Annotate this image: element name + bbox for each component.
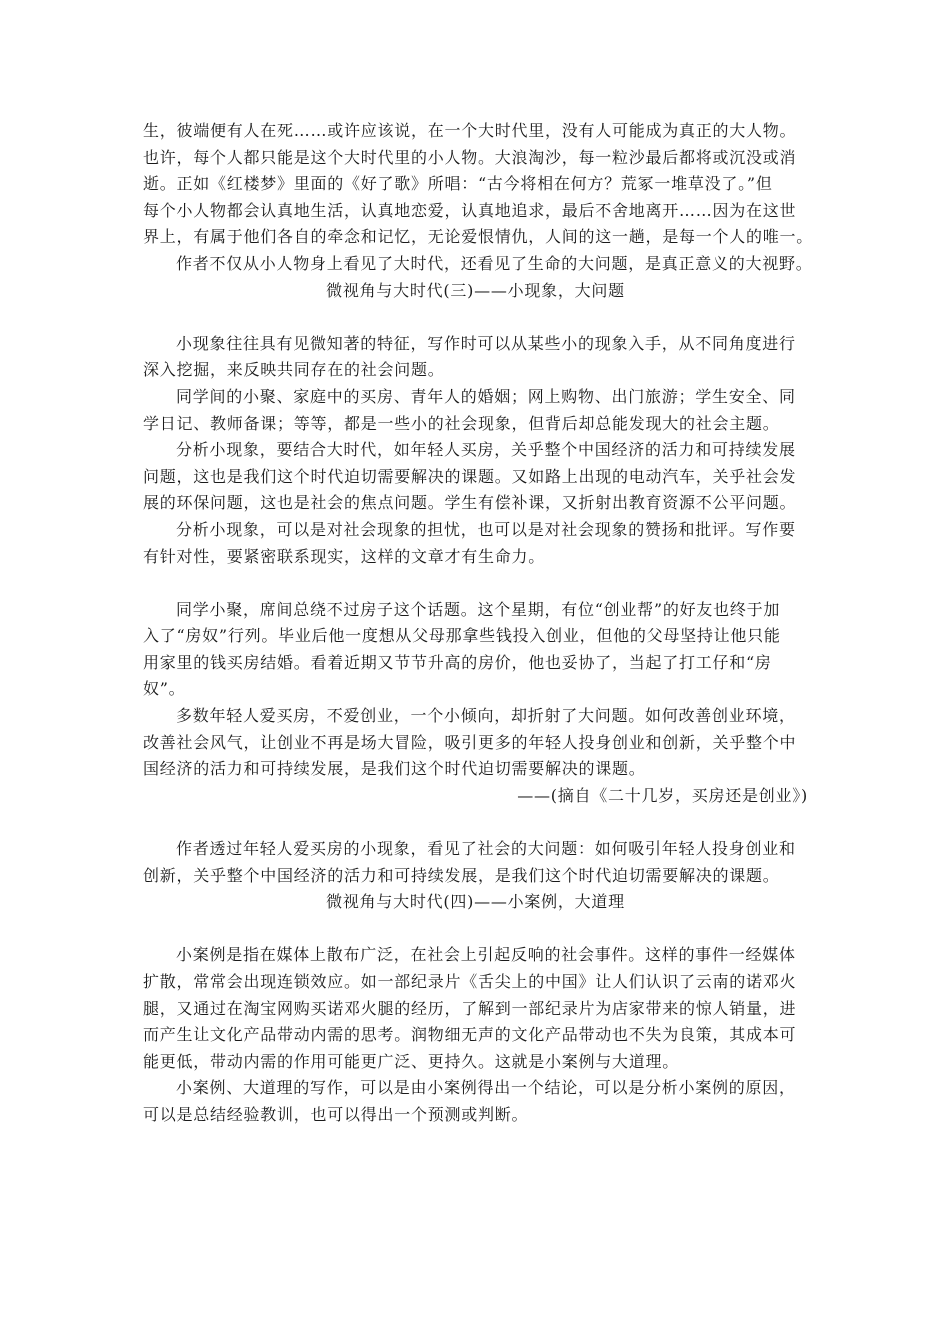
text-line: 而产生让文化产品带动内需的思考。润物细无声的文化产品带动也不失为良策，其成本可 xyxy=(143,1025,797,1045)
text-line: 小案例是指在媒体上散布广泛，在社会上引起反响的社会事件。这样的事件一经媒体 xyxy=(176,945,796,965)
text-line: 腿，又通过在淘宝网购买诺邓火腿的经历，了解到一部纪录片为店家带来的惊人销量，进 xyxy=(143,998,797,1018)
text-line: 深入挖掘，来反映共同存在的社会问题。 xyxy=(143,360,445,380)
text-line: 小案例、大道理的写作，可以是由小案例得出一个结论，可以是分析小案例的原因， xyxy=(176,1078,796,1098)
text-line: 逝。正如《红楼梦》里面的《好了歌》所唱：“古今将相在何方？荒冢一堆草没了。”但 xyxy=(143,174,773,194)
text-line: 界上，有属于他们各自的牵念和记忆，无论爱恨情仇，人间的这一趟，是每一个人的唯一。 xyxy=(143,227,814,247)
text-line: 同学间的小聚、家庭中的买房、青年人的婚姻；网上购物、出门旅游；学生安全、同 xyxy=(176,386,796,406)
part3-paragraph-3 xyxy=(143,437,808,517)
part3-paragraph-1 xyxy=(143,331,808,384)
part4-paragraph-2 xyxy=(143,1075,808,1128)
text-line: 分析小现象，要结合大时代，如年轻人买房，关乎整个中国经济的活力和可持续发展 xyxy=(176,440,796,460)
text-line: 问题，这也是我们这个时代迫切需要解决的课题。又如路上出现的电动汽车，关乎社会发 xyxy=(143,466,797,486)
text-line: 生，彼端便有人在死……或许应该说，在一个大时代里，没有人可能成为真正的大人物。 xyxy=(143,121,797,140)
example3-paragraph-2 xyxy=(143,703,808,783)
example3-source: ——(摘自《二十几岁，买房还是创业》) xyxy=(517,785,808,805)
intro-tail-paragraph xyxy=(143,118,814,251)
text-line: 扩散，常常会出现连锁效应。如一部纪录片《舌尖上的中国》让人们认识了云南的诺邓火 xyxy=(143,972,797,991)
text-line: 每个小人物都会认真地生活，认真地恋爱，认真地追求，最后不舍地离开……因为在这世 xyxy=(143,200,797,220)
text-line: 国经济的活力和可持续发展，是我们这个时代迫切需要解决的课题。 xyxy=(143,759,646,779)
text-line: 分析小现象，可以是对社会现象的担忧，也可以是对社会现象的赞扬和批评。写作要 xyxy=(176,519,796,539)
text-line: 可以是总结经验教训，也可以得出一个预测或判断。 xyxy=(143,1104,529,1124)
text-line: 奴”。 xyxy=(143,679,186,699)
text-line: 入了“房奴”行列。毕业后他一度想从父母那拿些钱投入创业，但他的父母坚持让他只能 xyxy=(143,626,781,646)
text-line: 有针对性，要紧密联系现实，这样的文章才有生命力。 xyxy=(143,546,546,566)
section-title-4: 微视角与大时代(四)——小案例，大道理 xyxy=(326,892,625,912)
text-line: 小现象往往具有见微知著的特征，写作时可以从某些小的现象入手，从不同角度进行 xyxy=(176,333,796,353)
part3-paragraph-2 xyxy=(143,384,808,437)
part4-paragraph-1 xyxy=(143,942,808,1075)
example3-paragraph-1 xyxy=(143,597,808,703)
text-line: 改善社会风气，让创业不再是场大冒险，吸引更多的年轻人投身创业和创新，关乎整个中 xyxy=(143,732,797,752)
text-line: 多数年轻人爱买房，不爱创业，一个小倾向，却折射了大问题。如何改善创业环境， xyxy=(176,706,796,726)
text-line: 也许，每个人都只能是这个大时代里的小人物。大浪淘沙，每一粒沙最后都将或沉没或消 xyxy=(143,147,797,167)
spacer xyxy=(143,809,808,836)
text-line: 同学小聚，席间总绕不过房子这个话题。这个星期，有位“创业帮”的好友也终于加 xyxy=(176,599,781,619)
text-line: 用家里的钱买房结婚。看着近期又节节升高的房价，他也妥协了，当起了打工仔和“房 xyxy=(143,652,772,672)
spacer xyxy=(143,916,808,943)
intro-comment: 作者不仅从小人物身上看见了大时代，还看见了生命的大问题，是真正意义的大视野。 xyxy=(176,253,813,273)
part3-paragraph-4 xyxy=(143,517,808,570)
document-page xyxy=(143,118,814,1129)
spacer xyxy=(143,304,808,331)
example3-comment xyxy=(143,836,808,889)
text-line: 展的环保问题，这也是社会的焦点问题。学生有偿补课，又折射出教育资源不公平问题。 xyxy=(143,493,797,513)
spacer xyxy=(143,570,808,597)
text-line: 创新，关乎整个中国经济的活力和可持续发展，是我们这个时代迫切需要解决的课题。 xyxy=(143,865,780,885)
text-line: 作者透过年轻人爱买房的小现象，看见了社会的大问题：如何吸引年轻人投身创业和 xyxy=(176,839,796,859)
text-line: 学日记、教师备课；等等，都是一些小的社会现象，但背后却总能发现大的社会主题。 xyxy=(143,413,780,433)
text-line: 能更低，带动内需的作用可能更广泛、更持久。这就是小案例与大道理。 xyxy=(143,1051,680,1071)
section-title-3: 微视角与大时代(三)——小现象，大问题 xyxy=(326,280,625,300)
